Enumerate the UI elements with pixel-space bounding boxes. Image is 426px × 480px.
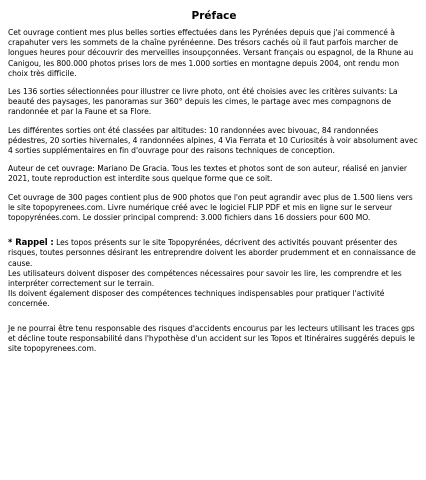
rappel-label: * Rappel : <box>8 237 54 248</box>
selection-criteria-paragraph: Les 136 sorties sélectionnées pour illustrer ce livre photo, ont été choisies avec les critères suivants: La beauté des paysages, les panoramas sur 360° depuis les cimes, le partage avec mes compagnons de randonnée et par la Faune et sa Flore. <box>8 87 398 117</box>
rappel-line-reading-skills: Les utilisateurs doivent disposer des compétences nécessaires pour savoir les lire, les comprendre et les interpréter correctement sur le terrain. <box>8 268 402 289</box>
rappel-paragraph <box>8 237 420 269</box>
author-paragraph: Auteur de cet ouvrage: Mariano De Gracia. Tous les textes et photos sont de son auteur, réalisé en janvier 2021, toute reproduction est interdite sous quelque forme que ce soit. <box>8 164 407 184</box>
page-title: Préface <box>191 10 237 22</box>
disclaimer-paragraph: Je ne pourrai être tenu responsable des risques d'accidents encourus par les lecteurs utilisant les traces gps et décline toute responsabilité dans l'hypothèse d'un accident sur les Topos et Itinéraires suggérés depuis le site topopyrenees.com. <box>8 323 415 354</box>
intro-paragraph: Cet ouvrage contient mes plus belles sorties effectuées dans les Pyrénées depuis que j'ai commencé à crapahuter vers les sommets de la chaîne pyrénéenne. Des trésors cachés où il faut parfois marcher de longues heures pour découvrir des merveilles insoupçonnées. Versant français ou espagnol, de la Rhune au Canigou, les 800.000 photos prises lors de mes 1.000 sorties en montagne depuis 2004, ont rendu mon choix très difficile. <box>8 28 414 78</box>
rappel-text: Les topos présents sur le site Topopyrénées, décrivent des activités pouvant présenter des risques, toutes personnes désirant les entreprendre doivent les aborder prudemment et en connaissance de cause. <box>8 238 416 268</box>
classification-paragraph: Les différentes sorties ont été classées par altitudes: 10 randonnées avec bivouac, 84 randonnées pédestres, 20 sorties hivernales, 4 randonnées alpines, 4 Via Ferrata et 10 Curiosités à voir absolument avec 4 sorties supplémentaires en fin d'ouvrage pour des raisons techniques de conception. <box>8 125 418 156</box>
rappel-line-technical-skills: Ils doivent également disposer des compétences techniques indispensables pour pratiquer l'activité concernée. <box>8 289 385 309</box>
book-contents-paragraph: Cet ouvrage de 300 pages contient plus de 900 photos que l'on peut agrandir avec plus de 1.500 liens vers le site topopyrenees.com. Livre numérique créé avec le logiciel FLIP PDF et mis en ligne sur le serveur topopyrénées.com. Le dossier principal comprend: 3.000 fichiers dans 16 dossiers pour 600 MO. <box>8 192 413 223</box>
